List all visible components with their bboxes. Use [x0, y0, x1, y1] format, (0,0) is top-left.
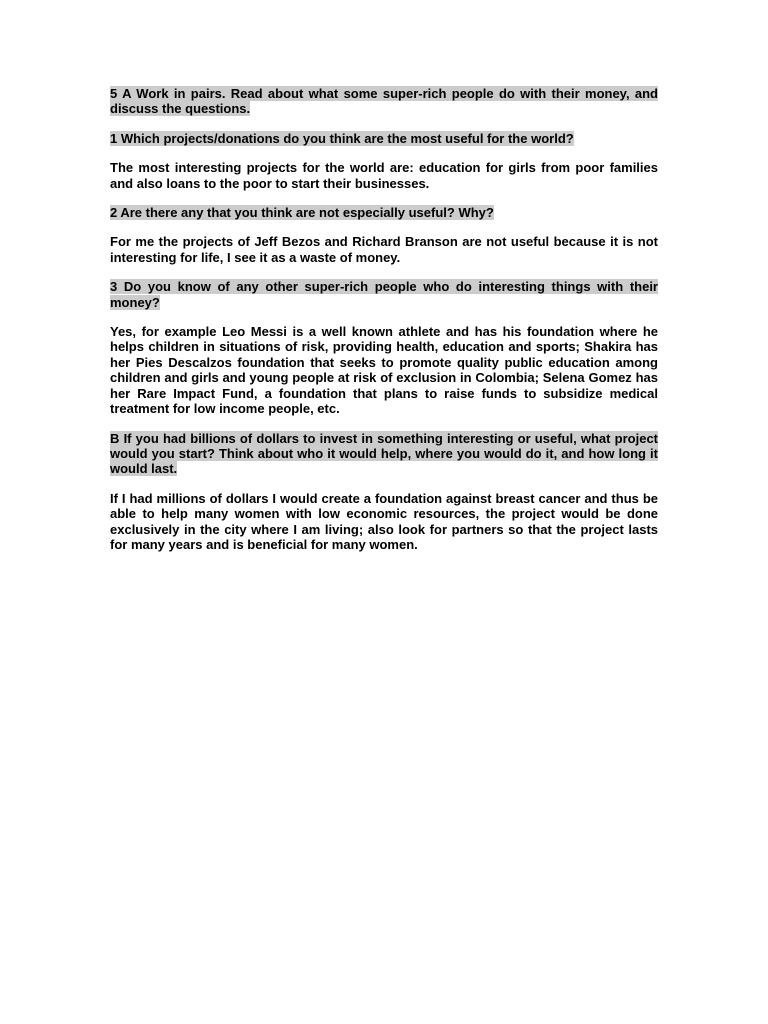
question-2 — [110, 205, 658, 220]
question-highlight: B If you had billions of dollars to invest in something interesting or useful, what project would you start? Think about who it would help, where you would do it, and how long it would last. — [110, 430, 658, 477]
answer-1: The most interesting projects for the world are: education for girls from poor families and also loans to the poor to start their businesses. — [110, 160, 658, 191]
question-highlight: 3 Do you know of any other super-rich people who do interesting things with their money? — [110, 279, 658, 310]
question-highlight: 1 Which projects/donations do you think are the most useful for the world? — [110, 130, 574, 146]
answer-b: If I had millions of dollars I would create a foundation against breast cancer and thus be able to help many women with low economic resources, the project would be done exclusively in the city where I am living; also look for partners so that the project lasts for many years and is beneficial for many women. — [110, 490, 658, 552]
exercise-5a-instruction — [110, 86, 658, 117]
question-highlight: 5 A Work in pairs. Read about what some super-rich people do with their money, and discuss the questions. — [110, 86, 658, 117]
answer-3: Yes, for example Leo Messi is a well known athlete and has his foundation where he helps children in situations of risk, providing health, education and sports; Shakira has her Pies Descalzos foundation that seeks to promote quality public education among children and girls and young people at risk of exclusion in Colombia; Selena Gomez has her Rare Impact Fund, a foundation that plans to raise funds to subsidize medical treatment for low income people, etc. — [110, 324, 658, 417]
question-highlight: 2 Are there any that you think are not especially useful? Why? — [110, 205, 494, 221]
exercise-b-instruction — [110, 431, 658, 477]
answer-2: For me the projects of Jeff Bezos and Richard Branson are not useful because it is not interesting for life, I see it as a waste of money. — [110, 234, 658, 265]
question-3 — [110, 279, 658, 310]
question-1 — [110, 131, 658, 146]
document-page — [110, 86, 658, 566]
